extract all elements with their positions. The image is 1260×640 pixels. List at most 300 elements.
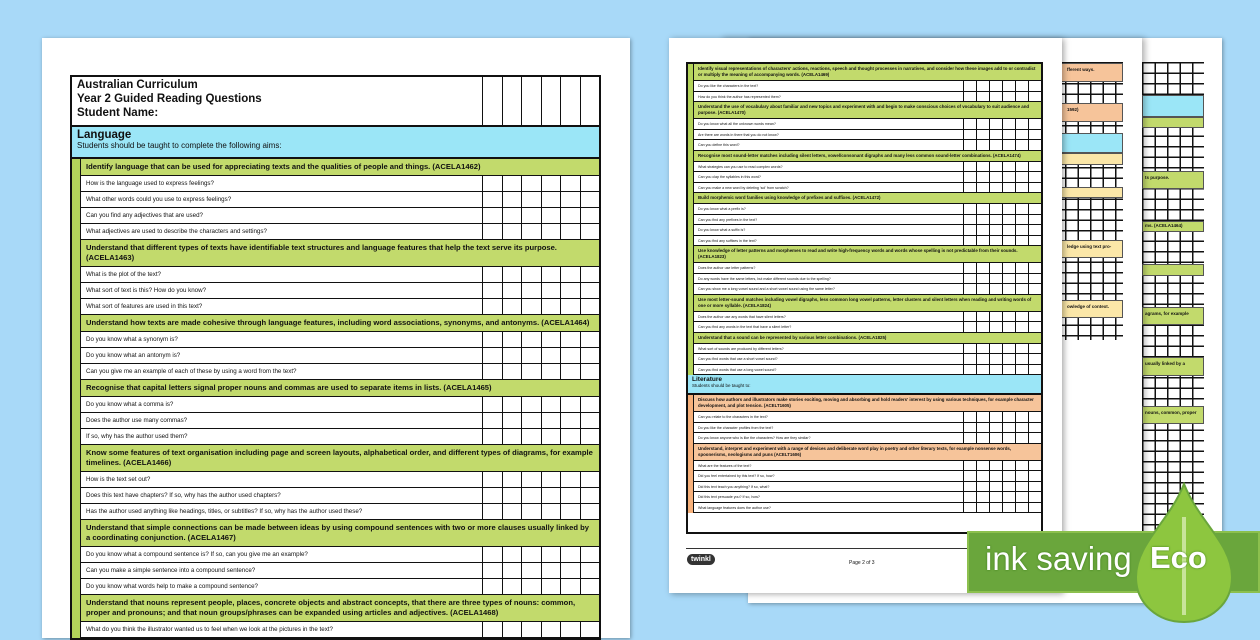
checkbox-cell[interactable] bbox=[1015, 130, 1028, 140]
checkbox-cell[interactable] bbox=[1028, 162, 1041, 172]
checkbox-cells bbox=[482, 224, 599, 239]
checkbox-cell[interactable] bbox=[1015, 471, 1028, 481]
checkbox-cell[interactable] bbox=[1002, 130, 1015, 140]
checkbox-cell[interactable] bbox=[989, 284, 1002, 294]
checkbox-cell[interactable] bbox=[1028, 461, 1041, 471]
checkbox-cell[interactable] bbox=[1015, 423, 1028, 433]
checkbox-cell[interactable] bbox=[580, 176, 600, 191]
checkbox-cell[interactable] bbox=[580, 348, 600, 363]
checkbox-cell[interactable] bbox=[976, 236, 989, 246]
checkbox-cell[interactable] bbox=[963, 130, 976, 140]
checkbox-cell[interactable] bbox=[560, 563, 580, 578]
checkbox-cell[interactable] bbox=[963, 492, 976, 502]
checkbox-cell[interactable] bbox=[1028, 92, 1041, 102]
checkbox-cell[interactable] bbox=[976, 412, 989, 422]
question-text: Do you know what a synonym is? bbox=[86, 336, 178, 343]
checkbox-cell[interactable] bbox=[963, 81, 976, 91]
checkbox-cell[interactable] bbox=[989, 119, 1002, 129]
checkbox-cell[interactable] bbox=[541, 397, 561, 412]
checkbox-cell[interactable] bbox=[560, 364, 580, 379]
checkbox-cell[interactable] bbox=[963, 225, 976, 235]
checkbox-cell[interactable] bbox=[989, 423, 1002, 433]
checkbox-cell[interactable] bbox=[560, 547, 580, 562]
checkbox-cell[interactable] bbox=[976, 482, 989, 492]
question-text: How do you think the author has represented them? bbox=[698, 94, 781, 99]
checkbox-cell[interactable] bbox=[1028, 140, 1041, 150]
checkbox-cell[interactable] bbox=[989, 471, 1002, 481]
checkbox-cell[interactable] bbox=[1028, 503, 1041, 513]
checkbox-cell[interactable] bbox=[1015, 492, 1028, 502]
checkbox-cell[interactable] bbox=[1002, 284, 1015, 294]
checkbox-cell[interactable] bbox=[1028, 412, 1041, 422]
checkbox-cell[interactable] bbox=[1015, 344, 1028, 354]
checkbox-cell[interactable] bbox=[482, 348, 502, 363]
checkbox-cell[interactable] bbox=[976, 172, 989, 182]
checkbox-cell[interactable] bbox=[1028, 263, 1041, 273]
checkbox-cell[interactable] bbox=[482, 504, 502, 519]
checkbox-cell[interactable] bbox=[502, 348, 522, 363]
checkbox-cell[interactable] bbox=[976, 130, 989, 140]
checkbox-cell[interactable] bbox=[541, 192, 561, 207]
checkbox-cell[interactable] bbox=[1002, 263, 1015, 273]
checkbox-cell[interactable] bbox=[1028, 365, 1041, 375]
checkbox-cell[interactable] bbox=[502, 283, 522, 298]
checkbox-cell[interactable] bbox=[963, 204, 976, 214]
checkbox-cell[interactable] bbox=[963, 482, 976, 492]
checkbox-cell[interactable] bbox=[1002, 344, 1015, 354]
checkbox-cell[interactable] bbox=[989, 140, 1002, 150]
checkbox-cell[interactable] bbox=[1015, 236, 1028, 246]
checkbox-cell[interactable] bbox=[1002, 215, 1015, 225]
checkbox-cell[interactable] bbox=[1028, 172, 1041, 182]
checkbox-cell[interactable] bbox=[989, 365, 1002, 375]
checkbox-cell[interactable] bbox=[560, 283, 580, 298]
checkbox-cell[interactable] bbox=[521, 429, 541, 444]
checkbox-cell[interactable] bbox=[502, 504, 522, 519]
checkbox-cell[interactable] bbox=[1015, 365, 1028, 375]
checkbox-cell[interactable] bbox=[560, 332, 580, 347]
question-row bbox=[81, 192, 599, 208]
checkbox-cell[interactable] bbox=[502, 397, 522, 412]
checkbox-cell[interactable] bbox=[1015, 322, 1028, 332]
checkbox-cell[interactable] bbox=[521, 332, 541, 347]
checkbox-cell[interactable] bbox=[1002, 354, 1015, 364]
checkbox-cell[interactable] bbox=[521, 267, 541, 282]
checkbox-cell[interactable] bbox=[1028, 274, 1041, 284]
checkbox-cell[interactable] bbox=[482, 397, 502, 412]
checkbox-cell[interactable] bbox=[580, 579, 600, 594]
checkbox-cell[interactable] bbox=[1015, 461, 1028, 471]
checkbox-cell[interactable] bbox=[976, 204, 989, 214]
checkbox-cell[interactable] bbox=[976, 344, 989, 354]
checkbox-cell[interactable] bbox=[989, 162, 1002, 172]
checkbox-cell[interactable] bbox=[482, 299, 502, 314]
checkbox-cell[interactable] bbox=[560, 397, 580, 412]
checkbox-cell[interactable] bbox=[1015, 284, 1028, 294]
checkbox-cell[interactable] bbox=[502, 413, 522, 428]
checkbox-cell[interactable] bbox=[989, 412, 1002, 422]
checkbox-cell[interactable] bbox=[989, 322, 1002, 332]
checkbox-cell[interactable] bbox=[963, 423, 976, 433]
aim-row: Use knowledge of letter patterns and morphemes to read and write high-frequency words and words whose spelling is not predictable from their sounds. (ACELA1823) bbox=[694, 246, 1041, 263]
checkbox-cell[interactable] bbox=[1002, 183, 1015, 193]
checkbox-cell[interactable] bbox=[482, 332, 502, 347]
checkbox-cell[interactable] bbox=[541, 176, 561, 191]
checkbox-cell[interactable] bbox=[502, 472, 522, 487]
checkbox-cell[interactable] bbox=[1015, 162, 1028, 172]
checkbox-cell[interactable] bbox=[502, 299, 522, 314]
checkbox-cell[interactable] bbox=[482, 547, 502, 562]
checkbox-cell[interactable] bbox=[580, 267, 600, 282]
checkbox-cell[interactable] bbox=[1002, 365, 1015, 375]
checkbox-cell[interactable] bbox=[1028, 322, 1041, 332]
checkbox-cell[interactable] bbox=[989, 215, 1002, 225]
checkbox-cell[interactable] bbox=[541, 299, 561, 314]
checkbox-cell[interactable] bbox=[521, 224, 541, 239]
checkbox-cell[interactable] bbox=[963, 119, 976, 129]
checkbox-cell[interactable] bbox=[989, 236, 1002, 246]
checkbox-cell[interactable] bbox=[580, 429, 600, 444]
question-text: Does this text have chapters? If so, why has the author used chapters? bbox=[86, 492, 281, 499]
checkbox-cell[interactable] bbox=[1002, 204, 1015, 214]
checkbox-cell[interactable] bbox=[1002, 423, 1015, 433]
checkbox-cell[interactable] bbox=[963, 344, 976, 354]
checkbox-cell[interactable] bbox=[482, 176, 502, 191]
checkbox-cell[interactable] bbox=[560, 413, 580, 428]
checkbox-cell[interactable] bbox=[580, 504, 600, 519]
checkbox-cell[interactable] bbox=[482, 429, 502, 444]
checkbox-cell[interactable] bbox=[541, 283, 561, 298]
checkbox-cell[interactable] bbox=[989, 172, 1002, 182]
checkbox-cell[interactable] bbox=[989, 344, 1002, 354]
checkbox-cell[interactable] bbox=[976, 274, 989, 284]
checkbox-cell[interactable] bbox=[482, 563, 502, 578]
checkbox-cell[interactable] bbox=[502, 192, 522, 207]
aim-bar: ledge using text pro- bbox=[1040, 240, 1123, 258]
checkbox-cell[interactable] bbox=[580, 192, 600, 207]
checkbox-cell[interactable] bbox=[482, 192, 502, 207]
checkbox-cell[interactable] bbox=[963, 274, 976, 284]
checkbox-cell[interactable] bbox=[976, 365, 989, 375]
checkbox-cell[interactable] bbox=[502, 176, 522, 191]
checkbox-cell[interactable] bbox=[502, 208, 522, 223]
checkbox-cell[interactable] bbox=[1028, 215, 1041, 225]
checkbox-cell[interactable] bbox=[521, 299, 541, 314]
checkbox-cell[interactable] bbox=[989, 492, 1002, 502]
checkbox-cell[interactable] bbox=[482, 413, 502, 428]
checkbox-cell[interactable] bbox=[1028, 312, 1041, 322]
checkbox-cell[interactable] bbox=[1028, 482, 1041, 492]
checkbox-cell[interactable] bbox=[541, 488, 561, 503]
checkbox-cell[interactable] bbox=[963, 284, 976, 294]
checkbox-cell[interactable] bbox=[560, 208, 580, 223]
checkbox-cell[interactable] bbox=[541, 547, 561, 562]
checkbox-cell[interactable] bbox=[1015, 412, 1028, 422]
checkbox-cell[interactable] bbox=[963, 140, 976, 150]
checkbox-cell[interactable] bbox=[976, 461, 989, 471]
checkbox-cell[interactable] bbox=[482, 364, 502, 379]
checkbox-cell[interactable] bbox=[541, 579, 561, 594]
checkbox-cell[interactable] bbox=[1002, 162, 1015, 172]
checkbox-cell[interactable] bbox=[482, 488, 502, 503]
checkbox-cell[interactable] bbox=[502, 488, 522, 503]
checkbox-cell[interactable] bbox=[976, 162, 989, 172]
checkbox-cell[interactable] bbox=[541, 563, 561, 578]
checkbox-cell[interactable] bbox=[1002, 274, 1015, 284]
checkbox-cell[interactable] bbox=[502, 563, 522, 578]
checkbox-cell[interactable] bbox=[989, 130, 1002, 140]
checkbox-cell[interactable] bbox=[521, 192, 541, 207]
checkbox-cell[interactable] bbox=[1028, 81, 1041, 91]
checkbox-cell[interactable] bbox=[1002, 412, 1015, 422]
checkbox-cell[interactable] bbox=[560, 348, 580, 363]
checkbox-cell[interactable] bbox=[1002, 92, 1015, 102]
checkbox-cell[interactable] bbox=[521, 364, 541, 379]
checkbox-cell[interactable] bbox=[963, 471, 976, 481]
checkbox-cell[interactable] bbox=[580, 413, 600, 428]
checkbox-cell[interactable] bbox=[1028, 344, 1041, 354]
checkbox-cell[interactable] bbox=[989, 92, 1002, 102]
checkbox-cell[interactable] bbox=[502, 364, 522, 379]
checkbox-cell[interactable] bbox=[1028, 284, 1041, 294]
checkbox-cell[interactable] bbox=[1028, 183, 1041, 193]
checkbox-cell[interactable] bbox=[1002, 471, 1015, 481]
checkbox-cell[interactable] bbox=[976, 312, 989, 322]
checkbox-cell[interactable] bbox=[521, 208, 541, 223]
checkbox-cell[interactable] bbox=[1015, 140, 1028, 150]
checkbox-cell[interactable] bbox=[482, 472, 502, 487]
checkbox-cell[interactable] bbox=[989, 354, 1002, 364]
checkbox-cell[interactable] bbox=[963, 322, 976, 332]
checkbox-cell[interactable] bbox=[1028, 225, 1041, 235]
checkbox-cell[interactable] bbox=[580, 563, 600, 578]
checkbox-cell[interactable] bbox=[560, 176, 580, 191]
checkbox-cell[interactable] bbox=[1015, 503, 1028, 513]
checkbox-cell[interactable] bbox=[541, 364, 561, 379]
checkbox-cell[interactable] bbox=[1015, 119, 1028, 129]
question-text: Did this text persuade you? If so, how? bbox=[698, 495, 760, 499]
checkbox-cell[interactable] bbox=[541, 208, 561, 223]
checkbox-cell[interactable] bbox=[1002, 140, 1015, 150]
worksheet-title bbox=[72, 77, 482, 125]
checkbox-cell[interactable] bbox=[1002, 81, 1015, 91]
checkbox-cell[interactable] bbox=[521, 547, 541, 562]
question-text: Can you make a simple sentence into a compound sentence? bbox=[86, 567, 256, 574]
checkbox-cell[interactable] bbox=[1015, 312, 1028, 322]
checkbox-cell[interactable] bbox=[963, 263, 976, 273]
checkbox-cell[interactable] bbox=[976, 92, 989, 102]
checkbox-cell[interactable] bbox=[1002, 492, 1015, 502]
checkbox-cell[interactable] bbox=[976, 503, 989, 513]
checkbox-cell[interactable] bbox=[580, 224, 600, 239]
checkbox-cell[interactable] bbox=[963, 412, 976, 422]
aim-row: Understand that different types of texts have identifiable text structures and language features that help the text serve its purpose. (ACELA1463) bbox=[81, 240, 599, 267]
checkbox-cell[interactable] bbox=[482, 208, 502, 223]
checkbox-cell[interactable] bbox=[560, 299, 580, 314]
checkbox-cell[interactable] bbox=[541, 429, 561, 444]
checkbox-cell[interactable] bbox=[1015, 354, 1028, 364]
checkbox-cell[interactable] bbox=[1002, 236, 1015, 246]
question-row bbox=[694, 461, 1041, 472]
checkbox-cell[interactable] bbox=[976, 433, 989, 443]
checkbox-cell[interactable] bbox=[1002, 433, 1015, 443]
checkbox-cell[interactable] bbox=[1028, 204, 1041, 214]
checkbox-cell[interactable] bbox=[976, 284, 989, 294]
checkbox-cell[interactable] bbox=[580, 488, 600, 503]
checkbox-cell[interactable] bbox=[989, 225, 1002, 235]
checkbox-cell[interactable] bbox=[541, 472, 561, 487]
checkbox-cell[interactable] bbox=[963, 312, 976, 322]
checkbox-cell[interactable] bbox=[1015, 225, 1028, 235]
checkbox-cell[interactable] bbox=[1028, 130, 1041, 140]
checkbox-cell[interactable] bbox=[963, 172, 976, 182]
checkbox-cell[interactable] bbox=[541, 267, 561, 282]
checkbox-cell[interactable] bbox=[1002, 322, 1015, 332]
checkbox-cell[interactable] bbox=[976, 423, 989, 433]
checkbox-cell[interactable] bbox=[1015, 92, 1028, 102]
checkbox-cell[interactable] bbox=[580, 332, 600, 347]
checkbox-cell[interactable] bbox=[1028, 423, 1041, 433]
checkbox-cell[interactable] bbox=[1028, 119, 1041, 129]
checkbox-cell[interactable] bbox=[580, 364, 600, 379]
checkbox-cell[interactable] bbox=[560, 504, 580, 519]
aim-bar: 1592) bbox=[1040, 103, 1123, 122]
checkbox-cell[interactable] bbox=[580, 472, 600, 487]
checkbox-cell[interactable] bbox=[1002, 482, 1015, 492]
checkbox-cell[interactable] bbox=[1028, 433, 1041, 443]
checkbox-cell[interactable] bbox=[521, 563, 541, 578]
checkbox-cell[interactable] bbox=[541, 332, 561, 347]
checkbox-cell[interactable] bbox=[502, 429, 522, 444]
checkbox-cell[interactable] bbox=[1028, 354, 1041, 364]
checkbox-cell[interactable] bbox=[560, 429, 580, 444]
checkbox-cell[interactable] bbox=[989, 204, 1002, 214]
checkbox-cell[interactable] bbox=[1015, 433, 1028, 443]
checkbox-cell[interactable] bbox=[989, 183, 1002, 193]
checkbox-cell[interactable] bbox=[560, 579, 580, 594]
checkbox-cell[interactable] bbox=[521, 472, 541, 487]
checkbox-cell[interactable] bbox=[1015, 204, 1028, 214]
checkbox-cell[interactable] bbox=[976, 471, 989, 481]
checkbox-cell[interactable] bbox=[976, 322, 989, 332]
question-row bbox=[694, 225, 1041, 236]
checkbox-cell[interactable] bbox=[1015, 172, 1028, 182]
checkbox-cell[interactable] bbox=[541, 413, 561, 428]
checkbox-cell[interactable] bbox=[1015, 183, 1028, 193]
checkbox-cell[interactable] bbox=[963, 236, 976, 246]
checkbox-cell[interactable] bbox=[580, 299, 600, 314]
checkbox-cell[interactable] bbox=[1028, 492, 1041, 502]
checkbox-cell[interactable] bbox=[580, 397, 600, 412]
checkbox-cell[interactable] bbox=[541, 348, 561, 363]
checkbox-cell[interactable] bbox=[502, 547, 522, 562]
checkbox-cell[interactable] bbox=[521, 579, 541, 594]
checkbox-cell[interactable] bbox=[521, 413, 541, 428]
checkbox-cell[interactable] bbox=[989, 433, 1002, 443]
checkbox-cell[interactable] bbox=[963, 354, 976, 364]
checkbox-cell[interactable] bbox=[976, 263, 989, 273]
checkbox-cell[interactable] bbox=[976, 183, 989, 193]
checkbox-cell[interactable] bbox=[521, 348, 541, 363]
checkbox-cell[interactable] bbox=[560, 267, 580, 282]
checkbox-cells bbox=[482, 299, 599, 314]
checkbox-cell[interactable] bbox=[989, 312, 1002, 322]
checkbox-cell[interactable] bbox=[521, 283, 541, 298]
checkbox-cell[interactable] bbox=[502, 332, 522, 347]
checkbox-cell[interactable] bbox=[482, 579, 502, 594]
checkbox-cell[interactable] bbox=[541, 504, 561, 519]
checkbox-cell[interactable] bbox=[963, 92, 976, 102]
checkbox-cell[interactable] bbox=[502, 267, 522, 282]
aim-bar: nouns, common, proper bbox=[1142, 406, 1204, 424]
checkbox-cell[interactable] bbox=[963, 503, 976, 513]
checkbox-cell[interactable] bbox=[521, 176, 541, 191]
checkbox-cell[interactable] bbox=[580, 208, 600, 223]
checkbox-cell[interactable] bbox=[482, 224, 502, 239]
checkbox-cell[interactable] bbox=[1028, 471, 1041, 481]
checkbox-cell[interactable] bbox=[989, 263, 1002, 273]
checkbox-cell[interactable] bbox=[1002, 461, 1015, 471]
checkbox-cell[interactable] bbox=[976, 225, 989, 235]
checkbox-cell[interactable] bbox=[976, 140, 989, 150]
checkbox-cell[interactable] bbox=[1028, 236, 1041, 246]
checkbox-cell[interactable] bbox=[989, 482, 1002, 492]
checkbox-cell[interactable] bbox=[1015, 482, 1028, 492]
checkbox-cell[interactable] bbox=[989, 461, 1002, 471]
checkbox-cell[interactable] bbox=[976, 81, 989, 91]
checkbox-cell[interactable] bbox=[560, 224, 580, 239]
checkbox-cell[interactable] bbox=[560, 192, 580, 207]
checkbox-cell[interactable] bbox=[580, 547, 600, 562]
checkbox-cell[interactable] bbox=[560, 472, 580, 487]
checkbox-cell[interactable] bbox=[963, 183, 976, 193]
checkbox-cell[interactable] bbox=[560, 488, 580, 503]
checkbox-cell[interactable] bbox=[989, 503, 1002, 513]
question-text: Do you know what a prefix is? bbox=[698, 207, 746, 211]
checkbox-cell[interactable] bbox=[541, 224, 561, 239]
checkbox-cell[interactable] bbox=[502, 579, 522, 594]
checkbox-cell[interactable] bbox=[976, 492, 989, 502]
checkbox-cell[interactable] bbox=[1002, 119, 1015, 129]
checkbox-cell[interactable] bbox=[1015, 274, 1028, 284]
checkbox-cell[interactable] bbox=[976, 215, 989, 225]
checkbox-cell[interactable] bbox=[1002, 172, 1015, 182]
checkbox-cell[interactable] bbox=[963, 433, 976, 443]
checkbox-cell[interactable] bbox=[482, 267, 502, 282]
checkbox-cell[interactable] bbox=[963, 215, 976, 225]
checkbox-cell[interactable] bbox=[976, 354, 989, 364]
checkbox-cell[interactable] bbox=[1015, 81, 1028, 91]
checkbox-cell[interactable] bbox=[482, 283, 502, 298]
checkbox-cell[interactable] bbox=[521, 504, 541, 519]
checkbox-cell[interactable] bbox=[989, 274, 1002, 284]
checkbox-cell[interactable] bbox=[502, 224, 522, 239]
checkbox-cell[interactable] bbox=[963, 461, 976, 471]
checkbox-cell[interactable] bbox=[989, 81, 1002, 91]
aim-bar: owledge of context. bbox=[1040, 300, 1123, 318]
checkbox-cell[interactable] bbox=[521, 488, 541, 503]
checkbox-cell[interactable] bbox=[1002, 503, 1015, 513]
checkbox-cell[interactable] bbox=[963, 162, 976, 172]
checkbox-cell[interactable] bbox=[521, 397, 541, 412]
checkbox-cell[interactable] bbox=[580, 283, 600, 298]
checkbox-cell[interactable] bbox=[1015, 263, 1028, 273]
checkbox-cell[interactable] bbox=[1015, 215, 1028, 225]
checkbox-cell[interactable] bbox=[1002, 312, 1015, 322]
checkbox-cell[interactable] bbox=[1002, 225, 1015, 235]
checkbox-cell[interactable] bbox=[963, 365, 976, 375]
checkbox-cell[interactable] bbox=[976, 119, 989, 129]
